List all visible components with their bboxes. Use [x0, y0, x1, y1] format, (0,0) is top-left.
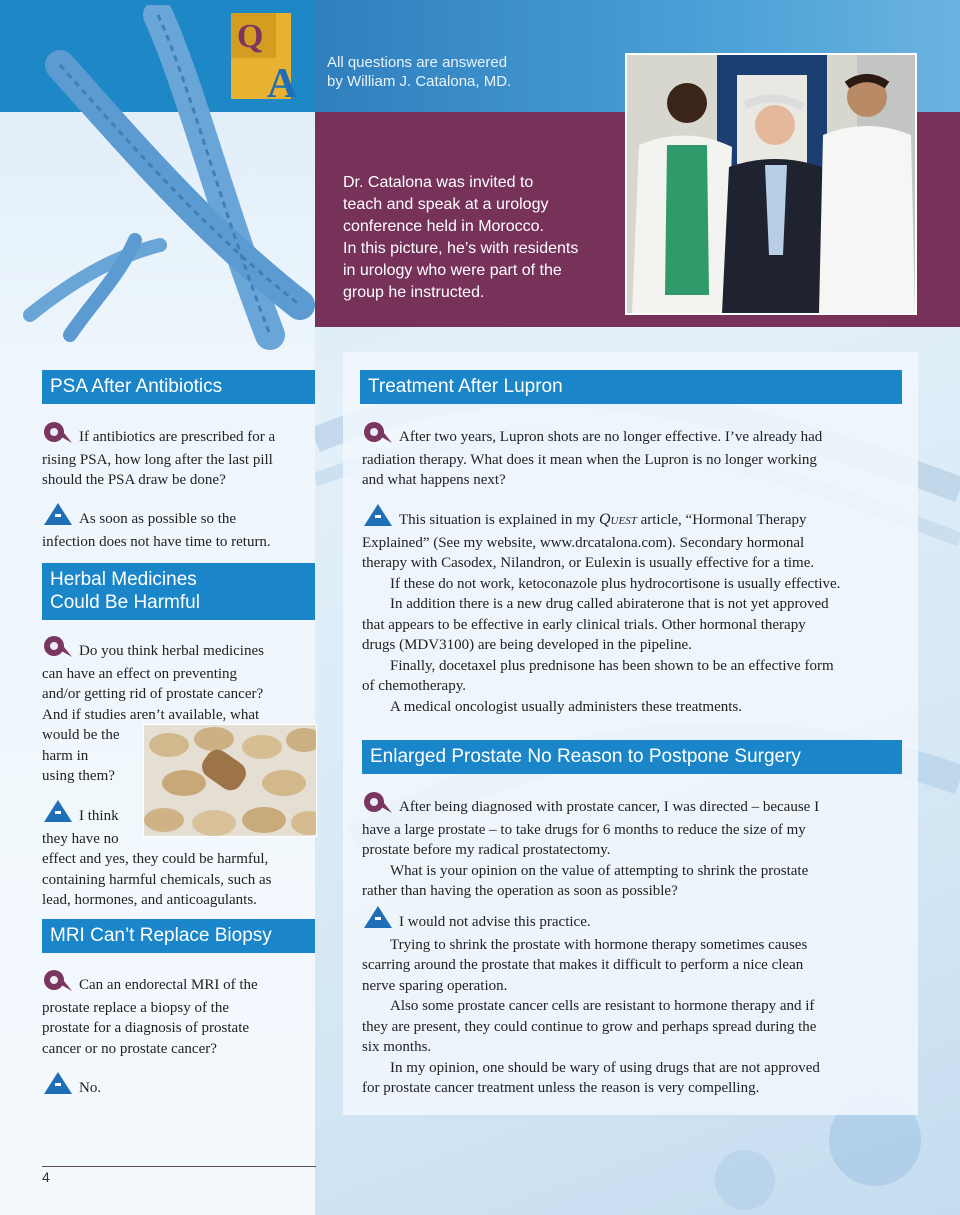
- lupron-a-line: A medical oncologist usually administers these treatments.: [390, 698, 743, 715]
- herbal-a-line: containing harmful chemicals, such as: [42, 871, 272, 888]
- enlarged-a-line: Trying to shrink the prostate with hormone therapy sometimes causes: [390, 936, 808, 953]
- enlarged-a-line: nerve sparing operation.: [362, 977, 508, 994]
- psa-q-line: If antibiotics are prescribed for a: [79, 429, 276, 445]
- q-mark-icon: [42, 969, 74, 998]
- lupron-a-line: In addition there is a new drug called abiraterone that is not yet approved: [390, 596, 829, 612]
- herbal-q-line: And if studies aren’t available, what: [42, 706, 260, 723]
- page-number: 4: [42, 1169, 50, 1185]
- mri-q-line: Can an endorectal MRI of the: [79, 977, 258, 993]
- caption-line: teach and speak at a urology: [343, 196, 549, 213]
- herbal-a-line: lead, hormones, and anticoagulants.: [42, 892, 257, 908]
- enlarged-a-line: In my opinion, one should be wary of using drugs that are not approved: [390, 1059, 820, 1076]
- psa-a-line: As soon as possible so the: [79, 511, 237, 527]
- enlarged-q-line: have a large prostate – to take drugs for 6 months to reduce the size of my: [362, 821, 806, 838]
- herbal-q-line: using them?: [42, 768, 115, 784]
- footer-rule: [42, 1166, 316, 1167]
- mri-q-line: prostate replace a biopsy of the: [42, 999, 230, 1016]
- herbal-q-line: would be the: [42, 727, 120, 743]
- a-mark-icon: [42, 503, 74, 532]
- herbal-q-line: can have an effect on preventing: [42, 665, 238, 682]
- enlarged-a-line: for prostate cancer treatment unless the reason is very compelling.: [362, 1080, 760, 1096]
- caption-line: In this picture, he’s with residents: [343, 240, 579, 257]
- lupron-a-line: If these do not work, ketoconazole plus hydrocortisone is usually effective.: [390, 575, 841, 592]
- photo-caption: [343, 172, 623, 304]
- intro-line: All questions are answered: [327, 54, 508, 71]
- lupron-question: [362, 421, 907, 491]
- caption-line: in urology who were part of the: [343, 262, 562, 279]
- psa-q-line: rising PSA, how long after the last pill: [42, 451, 273, 468]
- enlarged-q-line: After being diagnosed with prostate cancer, I was directed – because I: [399, 799, 820, 815]
- mri-q-line: cancer or no prostate cancer?: [42, 1040, 217, 1057]
- lupron-a-line: drugs (MDV3100) are being developed in the pipeline.: [362, 637, 692, 653]
- a-mark-icon: [362, 906, 394, 935]
- psa-answer: [42, 503, 312, 552]
- section-title: PSA After Antibiotics: [50, 376, 223, 397]
- logo-q-letter: Q: [237, 18, 264, 55]
- enlarged-a-line: Also some prostate cancer cells are resistant to hormone therapy and if: [390, 998, 815, 1014]
- lupron-a-line: This situation is explained in my: [399, 512, 596, 528]
- quest-journal-name: Quest: [598, 511, 637, 528]
- lupron-q-line: and what happens next?: [362, 472, 506, 488]
- section-header-herbal: [42, 563, 315, 620]
- lupron-q-line: After two years, Lupron shots are no longer effective. I’ve already had: [399, 429, 823, 445]
- caption-line: conference held in Morocco.: [343, 218, 544, 235]
- enlarged-question: [362, 791, 907, 902]
- section-title: Herbal Medicines: [50, 569, 197, 590]
- a-mark-icon: [42, 1072, 74, 1101]
- section-title: Could Be Harmful: [50, 592, 200, 613]
- enlarged-q-line: prostate before my radical prostatectomy.: [362, 842, 611, 858]
- mri-answer: [42, 1072, 312, 1101]
- q-mark-icon: [42, 421, 74, 450]
- section-title: Enlarged Prostate No Reason to Postpone Surgery: [370, 746, 801, 767]
- lupron-q-line: radiation therapy. What does it mean when the Lupron is no longer working: [362, 451, 817, 468]
- enlarged-a-line: I would not advise this practice.: [399, 914, 591, 930]
- mri-a-line: No.: [79, 1080, 102, 1096]
- caption-line: Dr. Catalona was invited to: [343, 174, 534, 191]
- caption-line: group he instructed.: [343, 284, 485, 301]
- section-header-psa: [42, 370, 315, 404]
- mri-q-line: prostate for a diagnosis of prostate: [42, 1020, 250, 1036]
- herbal-answer: [42, 800, 312, 911]
- herbal-q-line: and/or getting rid of prostate cancer?: [42, 686, 264, 702]
- section-title: MRI Can’t Replace Biopsy: [50, 925, 272, 946]
- lupron-a-line: Explained” (See my website, www.drcatalona.com). Secondary hormonal: [362, 534, 805, 551]
- psa-question: [42, 421, 312, 491]
- herbal-a-line: they have no: [42, 830, 119, 847]
- section-header-lupron: [360, 370, 902, 404]
- lupron-a-line: of chemotherapy.: [362, 678, 466, 694]
- enlarged-answer: [362, 906, 907, 1099]
- group-photo: [625, 53, 917, 315]
- lupron-a-line: therapy with Casodex, Nilandron, or Eulexin is usually effective for a time.: [362, 555, 815, 571]
- section-title: Treatment After Lupron: [368, 376, 563, 397]
- a-mark-icon: [42, 800, 74, 829]
- enlarged-q-line: What is your opinion on the value of attempting to shrink the prostate: [390, 862, 809, 879]
- lupron-a-line: that appears to be effective in early clinical trials. Other hormonal therapy: [362, 616, 806, 633]
- enlarged-a-line: they are present, they could continue to grow and perhaps spread during the: [362, 1018, 817, 1035]
- q-mark-icon: [42, 635, 74, 664]
- enlarged-a-line: scarring around the prostate that makes it difficult to perform a nice clean: [362, 957, 804, 973]
- lupron-a-line: Finally, docetaxel plus prednisone has been shown to be an effective form: [390, 657, 834, 674]
- q-mark-icon: [362, 791, 394, 820]
- psa-q-line: should the PSA draw be done?: [42, 472, 226, 488]
- qa-logo: [231, 13, 319, 99]
- intro-line: by William J. Catalona, MD.: [327, 73, 512, 90]
- q-mark-icon: [362, 421, 394, 450]
- section-header-enlarged: [362, 740, 902, 774]
- lupron-a-line: article, “Hormonal Therapy: [640, 512, 807, 528]
- a-mark-icon: [362, 504, 394, 533]
- logo-a-letter: A: [267, 61, 298, 99]
- lupron-answer: [362, 504, 907, 717]
- intro-text: [327, 53, 627, 91]
- herbal-a-line: I think: [79, 808, 119, 824]
- herbal-q-line: harm in: [42, 747, 89, 764]
- section-header-mri: [42, 919, 315, 953]
- enlarged-q-line: rather than having the operation as soon as possible?: [362, 883, 678, 899]
- enlarged-a-line: six months.: [362, 1039, 432, 1055]
- herbal-a-line: effect and yes, they could be harmful,: [42, 851, 269, 867]
- herbal-q-line: Do you think herbal medicines: [79, 643, 264, 659]
- psa-a-line: infection does not have time to return.: [42, 533, 271, 550]
- mri-question: [42, 969, 312, 1059]
